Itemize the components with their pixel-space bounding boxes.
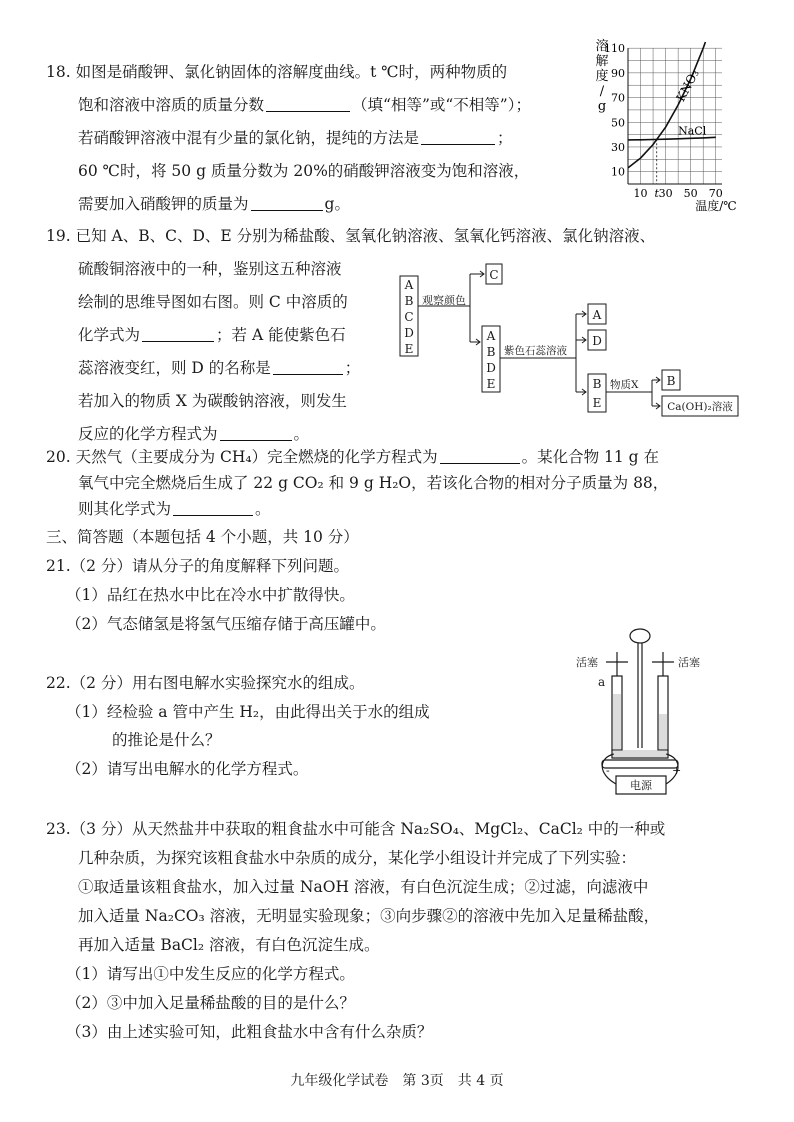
op-substance-x: 物质X bbox=[610, 379, 639, 391]
x-tick-label: t bbox=[654, 187, 659, 200]
box-main-letter: C bbox=[404, 310, 414, 324]
box-main-letter: A bbox=[404, 278, 414, 292]
box-c-letter: C bbox=[489, 268, 499, 282]
x-tick-label: 70 bbox=[708, 187, 723, 200]
q19-line-6: 若加入的物质 X 为碳酸钠溶液，则发生 bbox=[78, 392, 347, 410]
reservoir-bulb bbox=[630, 629, 650, 643]
stopcock-right-label: 活塞 bbox=[678, 656, 700, 669]
q23-line-7: （2）③中加入足量稀盐酸的目的是什么？ bbox=[66, 994, 355, 1012]
box-b-letter: B bbox=[666, 374, 676, 388]
x-tick-label: 10 bbox=[633, 187, 648, 200]
q19-line-1: 19. 已知 A、B、C、D、E 分别为稀盐酸、氢氧化钠溶液、氢氧化钙溶液、氯化钠溶液、 bbox=[46, 227, 656, 245]
electrolysis-apparatus bbox=[552, 624, 728, 798]
q22-line-2: （1）经检验 a 管中产生 H₂，由此得出关于水的组成 bbox=[66, 703, 430, 721]
power-label: 电源 bbox=[630, 779, 652, 792]
box-be-letter: E bbox=[592, 396, 602, 410]
chart-grid bbox=[628, 48, 722, 184]
box-abde-letter: E bbox=[486, 377, 496, 391]
q18-line-1: 18. 如图是硝酸钾、氯化钠固体的溶解度曲线。t ℃时，两种物质的 bbox=[46, 63, 508, 81]
answer-blank[interactable] bbox=[421, 129, 495, 145]
answer-blank[interactable] bbox=[142, 326, 214, 342]
q20-line-3: 则其化学式为 。 bbox=[78, 500, 271, 518]
y-tick-label: 70 bbox=[611, 91, 625, 105]
series-line-nacl bbox=[628, 137, 716, 140]
q19-line-2: 硫酸铜溶液中的一种，鉴别这五种溶液 bbox=[78, 260, 342, 278]
q23-line-4: 加入适量 Na₂CO₃ 溶液，无明显实验现象；③向步骤②的溶液中先加入足量稀盐酸， bbox=[78, 907, 660, 925]
q18-line-2: 饱和溶液中溶质的质量分数 （填“相等”或“不相等”）； bbox=[78, 96, 531, 114]
q21-line-1: 21.（2 分）请从分子的角度解释下列问题。 bbox=[46, 557, 349, 575]
answer-blank[interactable] bbox=[273, 359, 343, 375]
answer-blank[interactable] bbox=[440, 448, 520, 464]
y-tick-label: 30 bbox=[611, 140, 625, 154]
q20-line-1: 20. 天然气（主要成分为 CH₄）完全燃烧的化学方程式为 。某化合物 11 g 在 bbox=[46, 448, 660, 466]
q19-line-4: 化学式为 ；若 A 能使紫色石 bbox=[78, 326, 346, 344]
q21-line-2: （1）品红在热水中比在冷水中扩散得快。 bbox=[66, 586, 355, 604]
stopcock-left-label: 活塞 bbox=[576, 656, 598, 669]
op-observe-color: 观察颜色 bbox=[422, 294, 466, 307]
box-caoh2-label: Ca(OH)₂溶液 bbox=[667, 401, 733, 413]
op-litmus: 紫色石蕊溶液 bbox=[504, 345, 567, 357]
x-axis-label: 温度/℃ bbox=[695, 199, 737, 213]
x-tick-label: 50 bbox=[683, 187, 698, 200]
q22-line-4: （2）请写出电解水的化学方程式。 bbox=[66, 760, 309, 778]
page-footer: 九年级化学试卷 第 3页 共 4 页 bbox=[290, 1073, 504, 1089]
y-label-char: 度 bbox=[595, 69, 609, 84]
tube-a-label: a bbox=[598, 675, 606, 689]
y-label-char: 溶 bbox=[595, 39, 609, 54]
q23-line-2: 几种杂质，为探究该粗食盐水中杂质的成分，某化学小组设计并完成了下列实验： bbox=[78, 849, 637, 867]
solubility-chart bbox=[588, 34, 748, 214]
q21-line-3: （2）气态储氢是将氢气压缩存储于高压罐中。 bbox=[66, 615, 386, 633]
series-label-kno3: KNO₃ bbox=[673, 67, 702, 104]
q19-line-5: 蕊溶液变红，则 D 的名称是 ； bbox=[78, 359, 361, 377]
box-abde-letter: B bbox=[486, 345, 496, 359]
q23-line-6: （1）请写出①中发生反应的化学方程式。 bbox=[66, 965, 355, 983]
answer-blank[interactable] bbox=[251, 195, 323, 211]
y-tick-label: 50 bbox=[611, 116, 625, 130]
q23-line-3: ①取适量该粗食盐水，加入过量 NaOH 溶液，有白色沉淀生成；②过滤，向滤液中 bbox=[78, 878, 649, 896]
q22-line-1: 22.（2 分）用右图电解水实验探究水的组成。 bbox=[46, 674, 365, 692]
y-label-char: g bbox=[597, 99, 607, 114]
section-3-heading: 三、简答题（本题包括 4 个小题，共 10 分） bbox=[46, 528, 359, 546]
q20-line-2: 氧气中完全燃烧后生成了 22 g CO₂ 和 9 g H₂O，若该化合物的相对分子质量为 88， bbox=[78, 474, 669, 492]
box-abde-letter: D bbox=[486, 361, 496, 375]
box-main-letter: B bbox=[404, 294, 414, 308]
plus-label: + bbox=[672, 764, 682, 777]
y-tick-label: 110 bbox=[604, 42, 625, 56]
answer-blank[interactable] bbox=[266, 96, 350, 112]
answer-blank[interactable] bbox=[173, 500, 253, 516]
box-d-letter: D bbox=[592, 334, 602, 348]
y-label-char: 解 bbox=[595, 54, 609, 69]
series-line-kno3 bbox=[628, 42, 705, 168]
x-tick-label: 30 bbox=[658, 187, 673, 200]
q22-line-3: 的推论是什么？ bbox=[112, 731, 221, 749]
box-a-letter: A bbox=[592, 308, 602, 322]
q18-line-3: 若硝酸钾溶液中混有少量的氯化钠，提纯的方法是 ； bbox=[78, 129, 513, 147]
answer-blank[interactable] bbox=[220, 425, 292, 441]
box-main-letter: D bbox=[404, 326, 414, 340]
y-label-char: / bbox=[599, 84, 605, 99]
q23-line-8: （3）由上述实验可知，此粗食盐水中含有什么杂质？ bbox=[66, 1023, 433, 1041]
q19-line-3: 绘制的思维导图如右图。则 C 中溶质的 bbox=[78, 293, 348, 311]
q19-line-7: 反应的化学方程式为 。 bbox=[78, 425, 310, 443]
q23-line-1: 23.（3 分）从天然盐井中获取的粗食盐水中可能含 Na₂SO₄、MgCl₂、CaCl₂ 中的一种或 bbox=[46, 820, 666, 838]
box-abde-letter: A bbox=[486, 329, 496, 343]
q18-line-5: 需要加入硝酸钾的质量为 g。 bbox=[78, 195, 350, 213]
q23-line-5: 再加入适量 BaCl₂ 溶液，有白色沉淀生成。 bbox=[78, 936, 380, 954]
series-label-nacl: NaCl bbox=[678, 124, 707, 138]
minus-label: - bbox=[606, 764, 610, 777]
mind-map-diagram bbox=[396, 262, 746, 422]
q18-line-4: 60 ℃时，将 50 g 质量分数为 20%的硝酸钾溶液变为饱和溶液， bbox=[78, 162, 530, 180]
y-tick-label: 10 bbox=[611, 165, 625, 179]
y-tick-label: 90 bbox=[611, 66, 625, 80]
box-be-letter: B bbox=[592, 377, 602, 391]
box-main-letter: E bbox=[404, 342, 414, 356]
series-layer bbox=[628, 42, 716, 184]
